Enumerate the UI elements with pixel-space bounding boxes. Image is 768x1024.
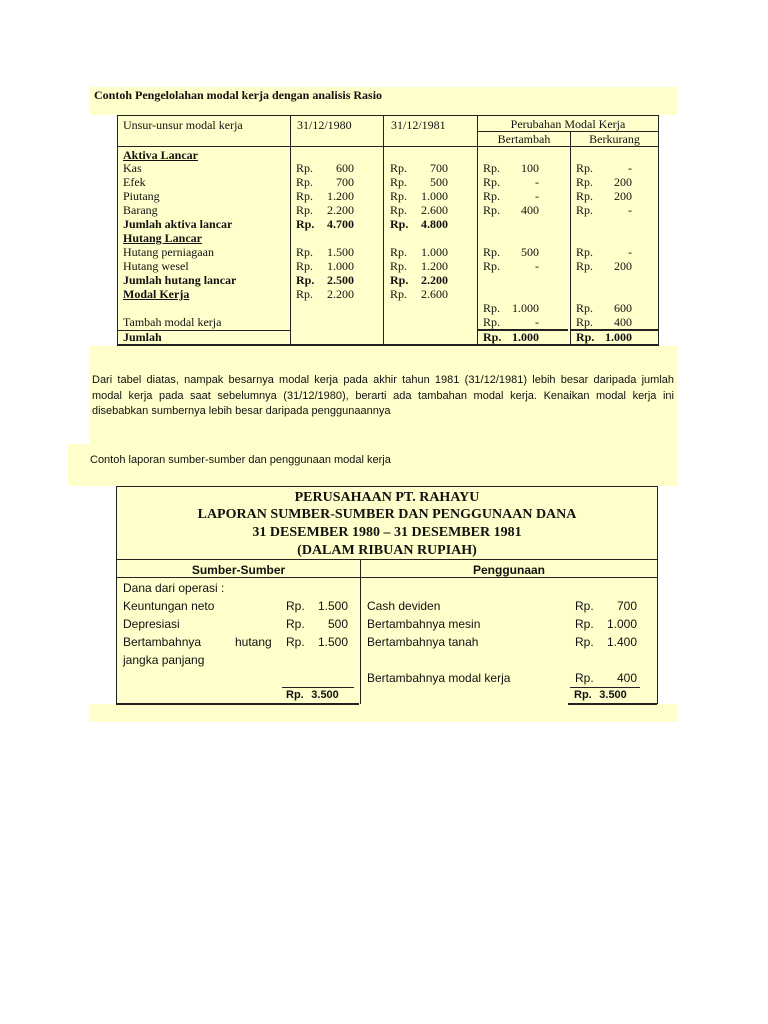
cell-decrease-currency: Rp.	[576, 161, 594, 175]
cell-1980-value: 2.500	[327, 273, 354, 287]
header-increase: Bertambah	[497, 132, 551, 146]
use-value: 400	[616, 671, 637, 685]
cell-decrease	[576, 245, 632, 259]
cell-decrease-currency: Rp.	[576, 245, 594, 259]
cell-1981-value: 2.600	[421, 203, 448, 217]
cell-decrease	[576, 259, 632, 273]
source-value: 1.500	[317, 635, 348, 649]
total-uses	[574, 689, 627, 701]
source-value: 500	[327, 617, 348, 631]
cell-1980	[296, 217, 354, 231]
cell-1981-currency: Rp.	[390, 259, 408, 273]
use-amount	[575, 617, 637, 631]
cell-1980	[296, 203, 354, 217]
cell-1980	[296, 273, 354, 287]
cell-1981	[390, 259, 448, 273]
cell-increase-currency: Rp.	[483, 301, 501, 315]
cell-1981-currency: Rp.	[390, 273, 409, 287]
cell-1981-currency: Rp.	[390, 161, 408, 175]
cell-decrease-value: 200	[614, 175, 632, 189]
table-row-label: Tambah modal kerja	[123, 315, 222, 329]
use-label: Bertambahnya modal kerja	[367, 671, 511, 685]
cell-increase	[483, 175, 539, 189]
cell-1980-value: 4.700	[327, 217, 354, 231]
cell-1980-currency: Rp.	[296, 273, 315, 287]
cell-decrease-currency: Rp.	[576, 259, 594, 273]
table-row-label: Barang	[123, 203, 158, 217]
cell-1981-value: 700	[430, 161, 448, 175]
cell-increase-value: -	[535, 175, 539, 189]
use-amount	[575, 599, 637, 613]
header-1981: 31/12/1981	[391, 118, 446, 132]
source-amount	[286, 617, 348, 631]
table-row-label: Hutang wesel	[123, 259, 189, 273]
cell-1981	[390, 189, 448, 203]
table-row-label: Jumlah hutang lancar	[123, 273, 237, 287]
use-currency: Rp.	[575, 617, 594, 631]
report-title: LAPORAN SUMBER-SUMBER DAN PENGGUNAAN DANA	[197, 507, 577, 522]
section1-title: Contoh Pengelolahan modal kerja dengan analisis Rasio	[94, 88, 383, 102]
cell-1980-value: 700	[336, 175, 354, 189]
total-increase-value: 1.000	[512, 330, 539, 344]
cell-increase-value: -	[535, 189, 539, 203]
cell-decrease-value: -	[628, 245, 632, 259]
cell-1981	[390, 287, 448, 301]
cell-increase-value: -	[535, 259, 539, 273]
cell-1981-currency: Rp.	[390, 245, 408, 259]
cell-1981	[390, 273, 448, 287]
use-value: 1.400	[606, 635, 637, 649]
use-amount	[575, 635, 637, 649]
section2-title: Contoh laporan sumber-sumber dan penggunaan modal kerja	[90, 454, 391, 466]
cell-1981-value: 1.000	[421, 189, 448, 203]
use-currency: Rp.	[575, 635, 594, 649]
cell-1980-currency: Rp.	[296, 203, 314, 217]
cell-1980	[296, 175, 354, 189]
source-currency: Rp.	[286, 599, 305, 613]
cell-increase-value: 500	[521, 245, 539, 259]
table-row-label: Piutang	[123, 189, 160, 203]
table-row-label: Aktiva Lancar	[123, 148, 198, 162]
cell-1981-value: 2.600	[421, 287, 448, 301]
source-label: Keuntungan neto	[123, 599, 215, 613]
cell-increase	[483, 301, 539, 315]
use-label: Bertambahnya mesin	[367, 617, 481, 631]
use-amount	[575, 671, 637, 685]
cell-1980-currency: Rp.	[296, 189, 314, 203]
report-bottom-band	[90, 704, 677, 722]
cell-decrease-currency: Rp.	[576, 301, 594, 315]
cell-1980	[296, 245, 354, 259]
analysis-paragraph: Dari tabel diatas, nampak besarnya modal kerja pada akhir tahun 1981 (31/12/1981) lebih besar daripada jumlah modal kerja pada saat sebelumnya (31/12/1980), berarti ada tambahan modal kerja. Kenaikan modal kerja ini disebabkan sumbernya lebih besar daripada penggunaannya	[92, 374, 674, 417]
cell-increase	[483, 203, 539, 217]
use-label: Bertambahnya tanah	[367, 635, 479, 649]
use-currency: Rp.	[575, 671, 594, 685]
cell-increase	[483, 161, 539, 175]
cell-1981-value: 4.800	[421, 217, 448, 231]
cell-increase	[483, 315, 539, 329]
cell-increase-value: -	[535, 315, 539, 329]
cell-1980-currency: Rp.	[296, 259, 314, 273]
cell-1980	[296, 189, 354, 203]
cell-1981-value: 1.000	[421, 245, 448, 259]
cell-1980	[296, 259, 354, 273]
cell-1981-currency: Rp.	[390, 203, 408, 217]
cell-1981	[390, 217, 448, 231]
header-1980: 31/12/1980	[297, 118, 352, 132]
cell-1980-currency: Rp.	[296, 217, 315, 231]
cell-decrease-value: -	[628, 203, 632, 217]
cell-1980-currency: Rp.	[296, 175, 314, 189]
source-currency: Rp.	[286, 635, 305, 649]
header-item: Unsur-unsur modal kerja	[123, 118, 243, 132]
cell-1981-currency: Rp.	[390, 189, 408, 203]
cell-increase-value: 1.000	[512, 301, 539, 315]
source-value: 1.500	[317, 599, 348, 613]
source-amount	[286, 599, 348, 613]
cell-decrease-currency: Rp.	[576, 189, 594, 203]
cell-increase-currency: Rp.	[483, 259, 501, 273]
total-uses-currency: Rp.	[574, 689, 592, 701]
cell-1980-value: 1.200	[327, 189, 354, 203]
cell-1981	[390, 245, 448, 259]
use-label: Cash deviden	[367, 599, 441, 613]
cell-1981-currency: Rp.	[390, 175, 408, 189]
report-period: 31 DESEMBER 1980 – 31 DESEMBER 1981	[252, 525, 522, 540]
cell-1980-value: 600	[336, 161, 354, 175]
cell-decrease-value: 600	[614, 301, 632, 315]
cell-1981	[390, 203, 448, 217]
cell-decrease	[576, 203, 632, 217]
cell-1980-currency: Rp.	[296, 245, 314, 259]
cell-increase-currency: Rp.	[483, 175, 501, 189]
cell-decrease	[576, 175, 632, 189]
cell-1981-value: 2.200	[421, 273, 448, 287]
cell-1981-currency: Rp.	[390, 287, 408, 301]
ops-label: Dana dari operasi :	[123, 581, 225, 595]
cell-decrease	[576, 315, 632, 329]
total-decrease	[576, 330, 632, 344]
total-row-label: Jumlah	[123, 330, 162, 344]
cell-1981	[390, 161, 448, 175]
total-sources-currency: Rp.	[286, 689, 304, 701]
cell-increase-currency: Rp.	[483, 245, 501, 259]
source-label-part: jangka panjang	[123, 653, 205, 667]
cell-1980-value: 1.500	[327, 245, 354, 259]
table-row-label: Kas	[123, 161, 142, 175]
table-row-label: Modal Kerja	[123, 287, 190, 301]
source-label-part: Bertambahnya	[123, 635, 202, 649]
table-row-label: Hutang perniagaan	[123, 245, 214, 259]
report-unit: (DALAM RIBUAN RUPIAH)	[297, 543, 477, 558]
total-sources-amount: 3.500	[311, 689, 339, 701]
cell-increase	[483, 245, 539, 259]
cell-decrease-value: -	[628, 161, 632, 175]
cell-1980	[296, 161, 354, 175]
use-value: 1.000	[606, 617, 637, 631]
cell-increase-currency: Rp.	[483, 203, 501, 217]
cell-decrease-currency: Rp.	[576, 203, 594, 217]
cell-1981	[390, 175, 448, 189]
table-row-label: Hutang Lancar	[123, 231, 203, 245]
total-decrease-value: 1.000	[605, 330, 632, 344]
cell-increase	[483, 259, 539, 273]
total-increase	[483, 330, 539, 344]
col-uses: Penggunaan	[472, 563, 545, 577]
cell-decrease	[576, 301, 632, 315]
cell-1980-currency: Rp.	[296, 161, 314, 175]
source-label: Depresiasi	[123, 617, 180, 631]
total-uses-amount: 3.500	[599, 689, 627, 701]
cell-decrease	[576, 161, 632, 175]
cell-increase	[483, 189, 539, 203]
source-currency: Rp.	[286, 617, 305, 631]
cell-decrease-value: 200	[614, 259, 632, 273]
cell-1980	[296, 287, 354, 301]
cell-1980-value: 2.200	[327, 203, 354, 217]
cell-increase-currency: Rp.	[483, 161, 501, 175]
source-label-part: hutang	[235, 635, 272, 649]
cell-decrease-value: 400	[614, 315, 632, 329]
cell-increase-value: 100	[521, 161, 539, 175]
cell-1981-value: 1.200	[421, 259, 448, 273]
table-row-label: Jumlah aktiva lancar	[123, 217, 233, 231]
cell-increase-currency: Rp.	[483, 189, 501, 203]
total-sources	[286, 689, 339, 701]
total-decrease-currency: Rp.	[576, 330, 595, 344]
cell-1980-value: 2.200	[327, 287, 354, 301]
cell-increase-currency: Rp.	[483, 315, 501, 329]
col-sources: Sumber-Sumber	[191, 563, 286, 577]
report-company: PERUSAHAAN PT. RAHAYU	[294, 490, 480, 505]
use-value: 700	[616, 599, 637, 613]
cell-increase-value: 400	[521, 203, 539, 217]
cell-decrease-value: 200	[614, 189, 632, 203]
cell-1980-value: 1.000	[327, 259, 354, 273]
header-decrease: Berkurang	[589, 132, 640, 146]
table-row-label: Efek	[123, 175, 146, 189]
cell-1981-currency: Rp.	[390, 217, 409, 231]
source-amount	[286, 635, 348, 649]
total-increase-currency: Rp.	[483, 330, 502, 344]
use-currency: Rp.	[575, 599, 594, 613]
cell-1980-currency: Rp.	[296, 287, 314, 301]
header-change: Perubahan Modal Kerja	[510, 117, 626, 131]
cell-decrease-currency: Rp.	[576, 315, 594, 329]
cell-decrease-currency: Rp.	[576, 175, 594, 189]
cell-1981-value: 500	[430, 175, 448, 189]
cell-decrease	[576, 189, 632, 203]
